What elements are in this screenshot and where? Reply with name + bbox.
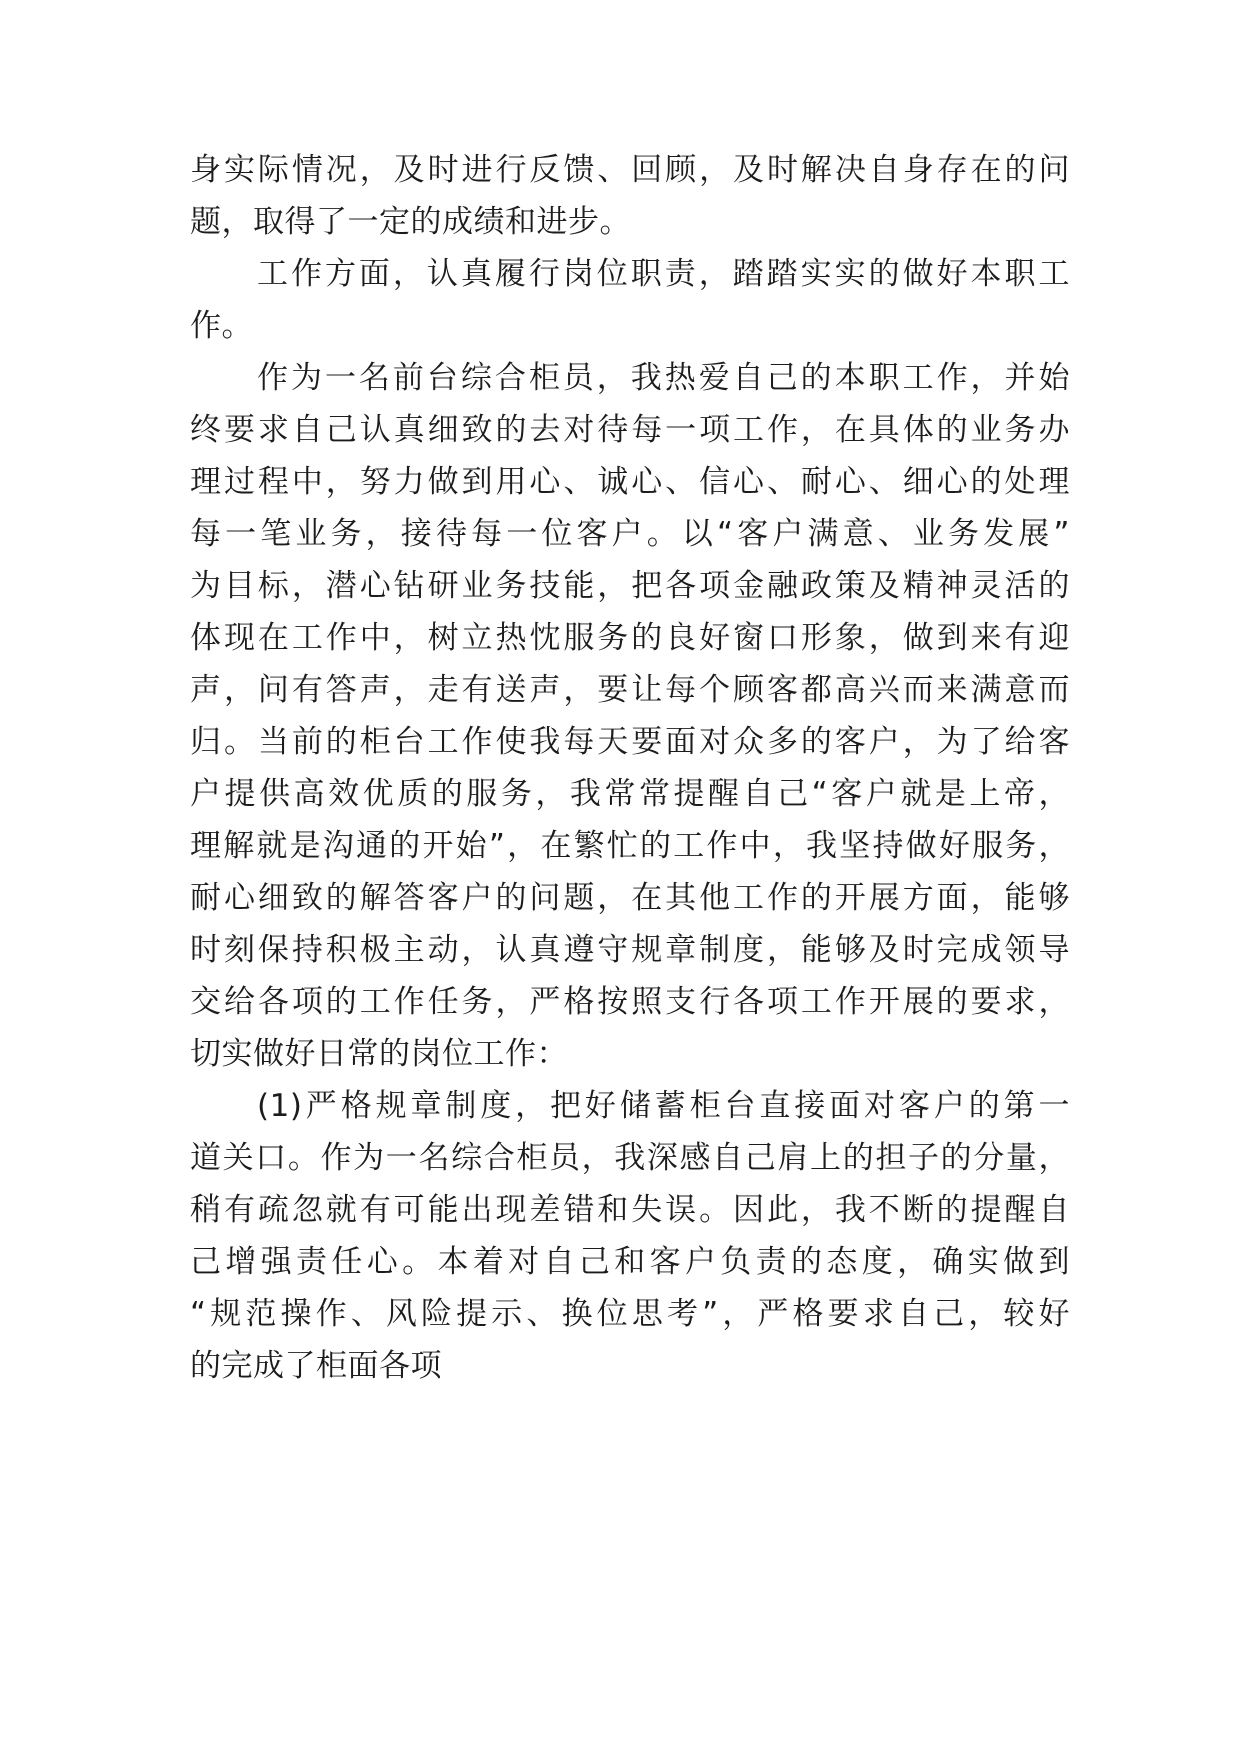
paragraph-first-line: 工作方面，认真履行岗位职责，踏踏实实的做好本职工 bbox=[257, 256, 1070, 292]
text-line: 耐心细致的解答客户的问题，在其他工作的开展方面，能够 bbox=[190, 880, 1070, 916]
text-line: 切实做好日常的岗位工作： bbox=[190, 1036, 568, 1072]
paragraph-first-line: (1)严格规章制度，把好储蓄柜台直接面对客户的第一 bbox=[257, 1088, 1070, 1124]
text-line: 题，取得了一定的成绩和进步。 bbox=[190, 204, 631, 240]
text-line: 己增强责任心。本着对自己和客户负责的态度，确实做到 bbox=[190, 1244, 1070, 1280]
text-line: 的完成了柜面各项 bbox=[190, 1348, 442, 1384]
text-line: 每一笔业务，接待每一位客户。以“客户满意、业务发展” bbox=[190, 516, 1070, 552]
paragraph-first-line: 作为一名前台综合柜员，我热爱自己的本职工作，并始 bbox=[257, 360, 1070, 396]
text-line: 归。当前的柜台工作使我每天要面对众多的客户，为了给客 bbox=[190, 724, 1070, 760]
text-line: 理过程中，努力做到用心、诚心、信心、耐心、细心的处理 bbox=[190, 464, 1070, 500]
text-line: 为目标，潜心钻研业务技能，把各项金融政策及精神灵活的 bbox=[190, 568, 1070, 604]
text-line: 身实际情况，及时进行反馈、回顾，及时解决自身存在的问 bbox=[190, 152, 1070, 188]
text-line: 时刻保持积极主动，认真遵守规章制度，能够及时完成领导 bbox=[190, 932, 1070, 968]
text-line: 作。 bbox=[190, 308, 253, 344]
text-line: 终要求自己认真细致的去对待每一项工作，在具体的业务办 bbox=[190, 412, 1070, 448]
text-line: 户提供高效优质的服务，我常常提醒自己“客户就是上帝， bbox=[190, 776, 1070, 812]
text-line: 稍有疏忽就有可能出现差错和失误。因此，我不断的提醒自 bbox=[190, 1192, 1070, 1228]
text-line: “规范操作、风险提示、换位思考”，严格要求自己，较好 bbox=[190, 1296, 1070, 1332]
text-line: 道关口。作为一名综合柜员，我深感自己肩上的担子的分量， bbox=[190, 1140, 1070, 1176]
text-line: 交给各项的工作任务，严格按照支行各项工作开展的要求， bbox=[190, 984, 1070, 1020]
text-line: 理解就是沟通的开始”，在繁忙的工作中，我坚持做好服务， bbox=[190, 828, 1070, 864]
text-line: 声，问有答声，走有送声，要让每个顾客都高兴而来满意而 bbox=[190, 672, 1070, 708]
text-line: 体现在工作中，树立热忱服务的良好窗口形象，做到来有迎 bbox=[190, 620, 1070, 656]
